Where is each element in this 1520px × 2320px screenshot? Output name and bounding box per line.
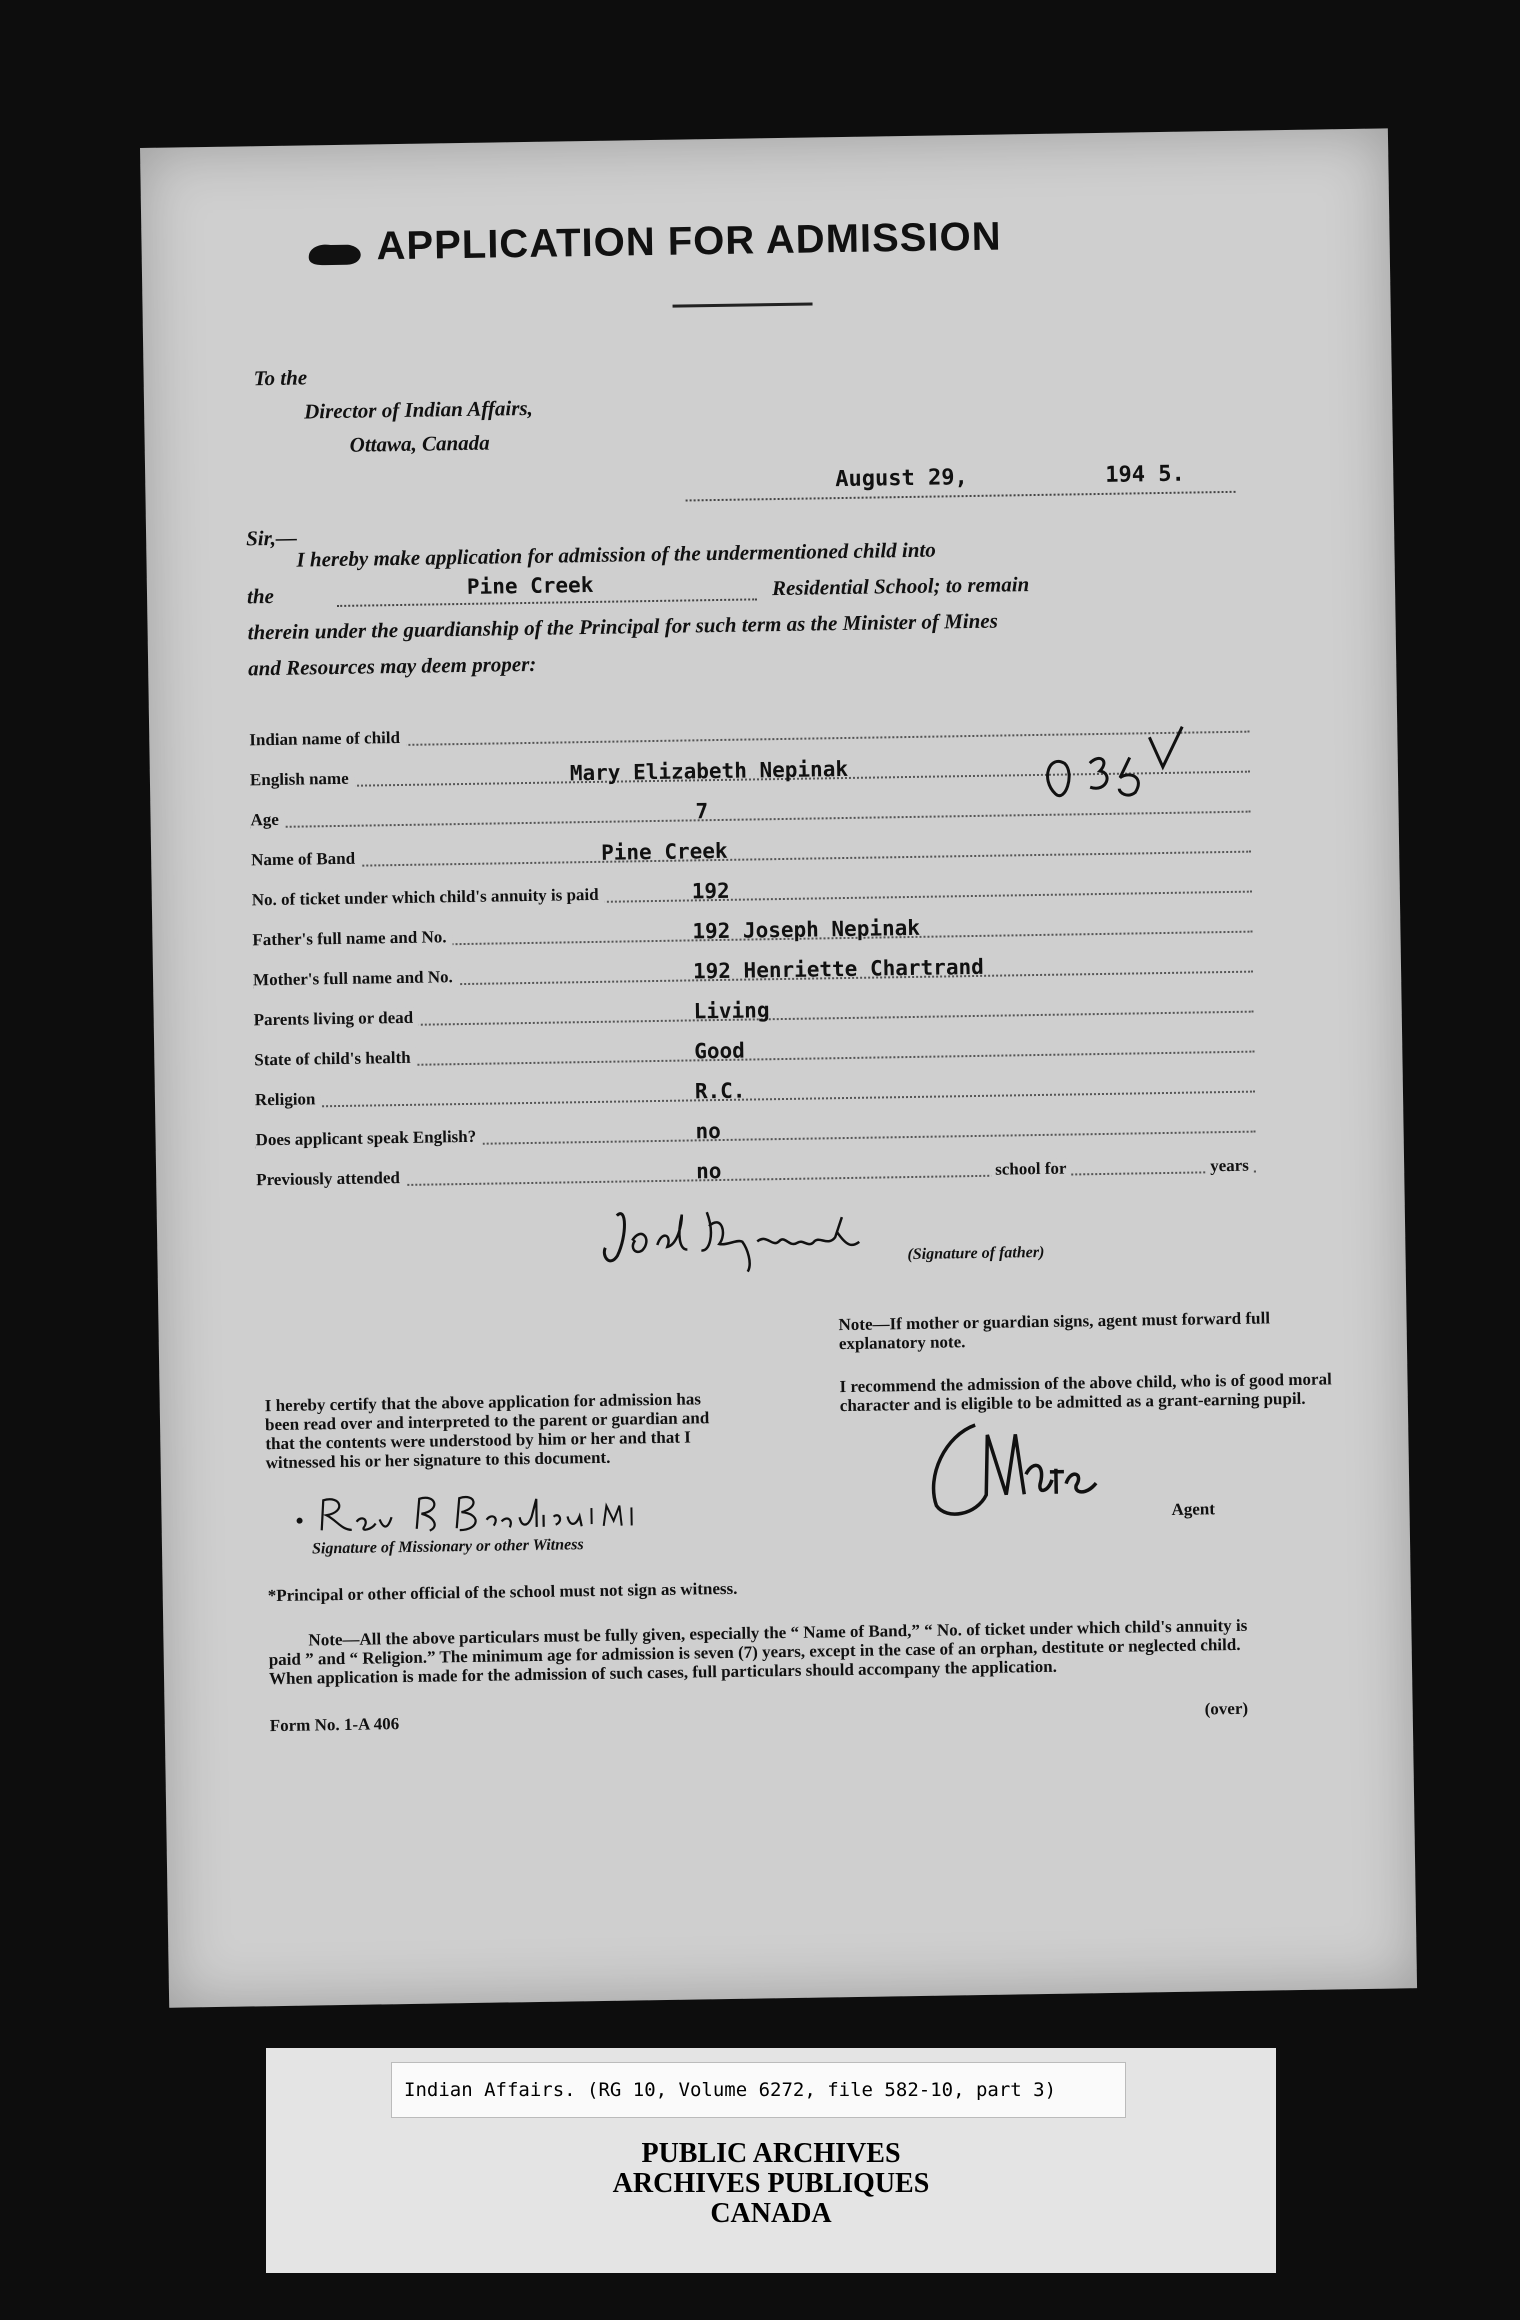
field-label: Previously attended (256, 1168, 406, 1190)
field-value: Living (693, 998, 770, 1024)
title-row (306, 211, 1207, 285)
salutation: Sir,— (245, 525, 298, 551)
address-to: To the (253, 365, 308, 391)
field-value: Pine Creek (600, 838, 728, 865)
field-value: no (695, 1118, 721, 1144)
witness-signature (291, 1485, 652, 1541)
margin-note (1034, 722, 1195, 815)
school-fill (337, 570, 757, 607)
paragraph-line-2a: the (246, 583, 275, 609)
field-label: No. of ticket under which child's annuity is paid (252, 885, 605, 911)
paragraph-line-2b: Residential School; to remain (771, 572, 1030, 601)
field-label: Mother's full name and No. (253, 967, 459, 990)
agent-signature (915, 1413, 1127, 1526)
years-label: years (1206, 1156, 1253, 1176)
application-form (140, 128, 1417, 2007)
field-label: Age (250, 810, 285, 831)
date-value: August 29, (835, 465, 968, 493)
field-label: Does applicant speak English? (255, 1127, 482, 1151)
form-number: Form No. 1-A 406 (269, 1714, 400, 1736)
field-label: Parents living or dead (254, 1008, 420, 1031)
agent-label: Agent (1171, 1499, 1216, 1519)
field-value: R.C. (694, 1078, 746, 1104)
school-name: Pine Creek (466, 572, 594, 599)
archive-footer (266, 2048, 1276, 2273)
paragraph-line-3: therein under the guardianship of the Principal for such term as the Minister of Mines (247, 608, 999, 645)
date-line (685, 461, 1235, 502)
title-underline (673, 302, 813, 307)
school-for-label: school for (991, 1159, 1071, 1179)
form-title: APPLICATION FOR ADMISSION (376, 214, 1002, 269)
archives-line-2: ARCHIVES PUBLIQUES (612, 2168, 930, 2199)
archives-line-1: PUBLIC ARCHIVES (641, 2138, 901, 2169)
field-value: 192 Joseph Nepinak (692, 915, 921, 944)
field-value: 192 (691, 878, 730, 904)
field-value: no (695, 1158, 722, 1184)
recommendation: I recommend the admission of the above child, who is of good moral character and is eligible to be admitted as a grant-earning pupil. (839, 1369, 1332, 1416)
principal-note: *Principal or other official of the school must not sign as witness. (267, 1578, 738, 1606)
paragraph-line-1: I hereby make application for admission of the undermentioned child into (296, 537, 936, 572)
field-label: Name of Band (251, 849, 361, 871)
certification: I hereby certify that the above application for admission has been read over and interpreted to the parent or guardian and that the contents were understood by him or her and that I witnessed his or her signature to this document. (264, 1389, 710, 1473)
archives-line-3: CANADA (710, 2198, 832, 2229)
field-value: Mary Elizabeth Nepinak (569, 756, 849, 786)
field-value: 7 (695, 799, 709, 824)
note-particulars: Note—All the above particulars must be fully given, especially the “ Name of Band,” “ No. of ticket under which child's annuity is paid ” and “ Religion.” The minimum age for admission is seven (7) years, except in the case of an orphan, destitute or neglected child. When application is made for the admission of such cases, full particulars should accompany the application. (268, 1615, 1248, 1689)
field-label: State of child's health (254, 1048, 417, 1071)
father-signature-caption: (Signature of father) (907, 1243, 1045, 1264)
note-mother: Note—If mother or guardian signs, agent must forward full explanatory note. (838, 1308, 1271, 1354)
address-director: Director of Indian Affairs, (303, 395, 534, 424)
field-label: Religion (255, 1089, 322, 1110)
year-value: 194 5. (1105, 461, 1185, 488)
field-value: Good (694, 1038, 746, 1064)
witness-caption: Signature of Missionary or other Witness (311, 1536, 584, 1558)
field-label: Indian name of child (249, 728, 406, 750)
field-value: 192 Henriette Chartrand (692, 954, 984, 984)
father-signature (597, 1191, 898, 1276)
field-label: English name (250, 769, 355, 791)
paragraph-line-4: and Resources may deem proper: (247, 651, 537, 681)
pointing-hand-icon (306, 239, 362, 270)
over-label: (over) (1204, 1698, 1249, 1719)
field-label: Father's full name and No. (252, 927, 452, 950)
address-city: Ottawa, Canada (349, 430, 490, 457)
archive-reference: Indian Affairs. (RG 10, Volume 6272, file 582-10, part 3) (391, 2062, 1126, 2118)
